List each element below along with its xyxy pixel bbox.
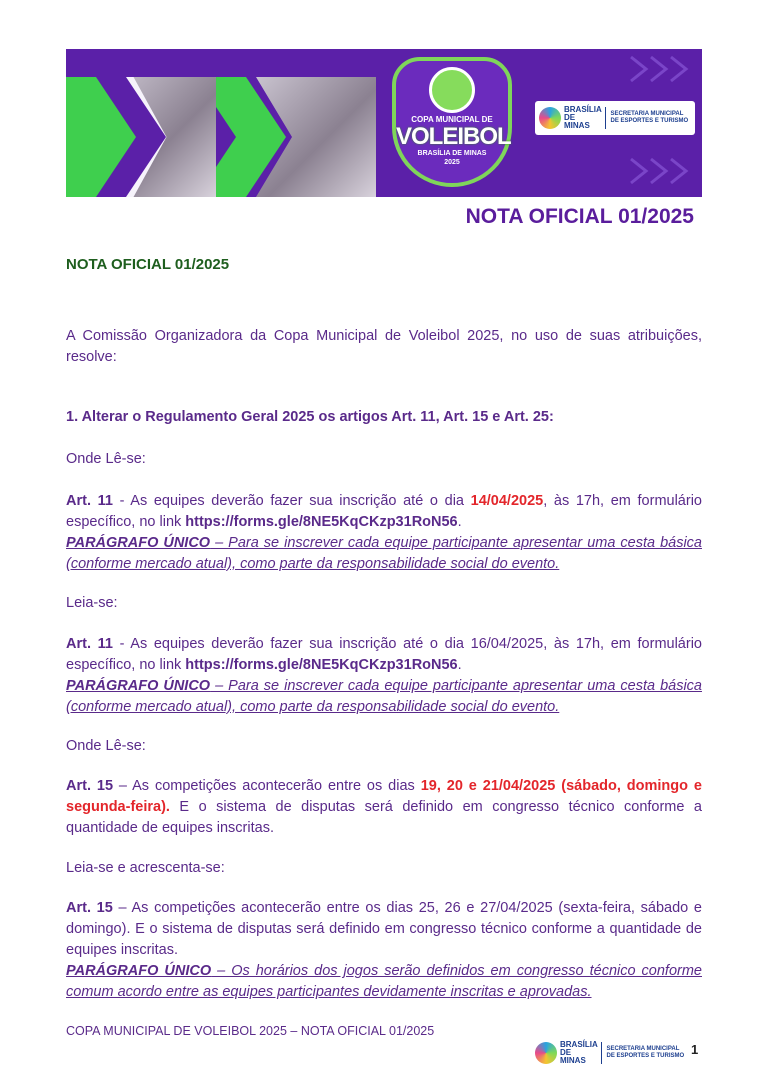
competition-dates: 19, 20 e 21/04/2025 (sábado, domingo e segunda-feira). [66, 778, 702, 815]
art-label: Art. 15 [66, 900, 113, 916]
logo-main-text: VOLEIBOL [396, 123, 511, 150]
header-banner [66, 49, 702, 197]
paragrafo-label: PARÁGRAFO ÚNICO [66, 963, 212, 979]
art-text-2: , às 17h, em formulário específico, no link [66, 493, 702, 530]
art15-new [66, 898, 702, 1003]
brand-divider [601, 1042, 602, 1064]
copa-voleibol-logo [392, 57, 512, 187]
leia-se-1: Leia-se: [66, 595, 118, 611]
art-text-2: E o sistema de disputas será definido em congresso técnico conforme a quantidade de equipes inscritas. [66, 799, 702, 836]
volleyball-icon [429, 67, 475, 113]
brand-secretaria: SECRETARIA MUNICIPAL DE ESPORTES E TURISMO [610, 111, 689, 124]
art11-original [66, 491, 702, 575]
onde-le-se-1: Onde Lê-se: [66, 451, 146, 467]
item-1-heading: 1. Alterar o Regulamento Geral 2025 os artigos Art. 11, Art. 15 e Art. 25: [66, 409, 554, 425]
art11-new [66, 634, 702, 718]
art-end: . [457, 657, 462, 673]
art-end: . [457, 514, 462, 530]
logo-year: 2025 [444, 159, 460, 166]
art-text: – As competições acontecerão entre os dias [113, 778, 421, 794]
paragrafo-text: – Para se inscrever cada equipe participante apresentar uma cesta básica (conforme mercado atual), como parte da responsabilidade social do evento. [66, 678, 702, 715]
logo-city: BRASÍLIA DE MINAS [417, 150, 487, 157]
art-text: - As equipes deverão fazer sua inscrição até o dia [112, 493, 471, 509]
paragrafo-text: – Os horários dos jogos serão definidos em congresso técnico conforme comum acordo entre as equipes participantes devidamente inscritas e aprovadas. [66, 963, 702, 1000]
art-label: Art. 15 [66, 778, 114, 794]
brand-name: BRASÍLIA DE MINAS [560, 1040, 598, 1065]
deadline-date: 14/04/2025 [470, 493, 544, 509]
art-label: Art. 11 [66, 493, 113, 509]
document-subtitle: NOTA OFICIAL 01/2025 [66, 256, 230, 273]
art-text: – As competições acontecerão entre os dias 25, 26 e 27/04/2025 (sexta-feira, sábado e domingo). E o sistema de disputas será definido em congresso técnico conforme a quantidade de equipes inscritas. [66, 900, 702, 958]
prefeitura-brand [535, 101, 695, 135]
footer-brand [535, 1038, 689, 1068]
form-link[interactable]: https://forms.gle/8NE5KqCKzp31RoN56 [185, 657, 458, 673]
onde-le-se-2: Onde Lê-se: [66, 738, 146, 754]
art15-original [66, 776, 702, 839]
brand-logo-icon [539, 107, 561, 129]
form-link[interactable]: https://forms.gle/8NE5KqCKzp31RoN56 [185, 514, 458, 530]
page-footer: COPA MUNICIPAL DE VOLEIBOL 2025 – NOTA OFICIAL 01/2025 [66, 1024, 435, 1038]
art-text: - As equipes deverão fazer sua inscrição até o dia 16/04/2025, às 17h, em formulário específico, no link [66, 636, 702, 673]
logo-top-text: COPA MUNICIPAL DE [411, 115, 493, 124]
brand-secretaria: SECRETARIA MUNICIPAL DE ESPORTES E TURISMO [606, 1046, 685, 1059]
art-label: Art. 11 [66, 636, 113, 652]
brand-divider [605, 107, 606, 129]
page-title: NOTA OFICIAL 01/2025 [465, 205, 694, 228]
paragrafo-label: PARÁGRAFO ÚNICO [66, 678, 211, 694]
paragrafo-label: PARÁGRAFO ÚNICO [66, 535, 211, 551]
brand-logo-icon [535, 1042, 557, 1064]
brand-name: BRASÍLIA DE MINAS [564, 105, 602, 130]
intro-paragraph: A Comissão Organizadora da Copa Municipal de Voleibol 2025, no uso de suas atribuições, resolve: [66, 328, 702, 365]
page-number: 1 [691, 1042, 699, 1057]
leia-se-2: Leia-se e acrescenta-se: [66, 860, 225, 876]
paragrafo-text: – Para se inscrever cada equipe participante apresentar uma cesta básica (conforme mercado atual), como parte da responsabilidade social do evento. [66, 535, 702, 572]
